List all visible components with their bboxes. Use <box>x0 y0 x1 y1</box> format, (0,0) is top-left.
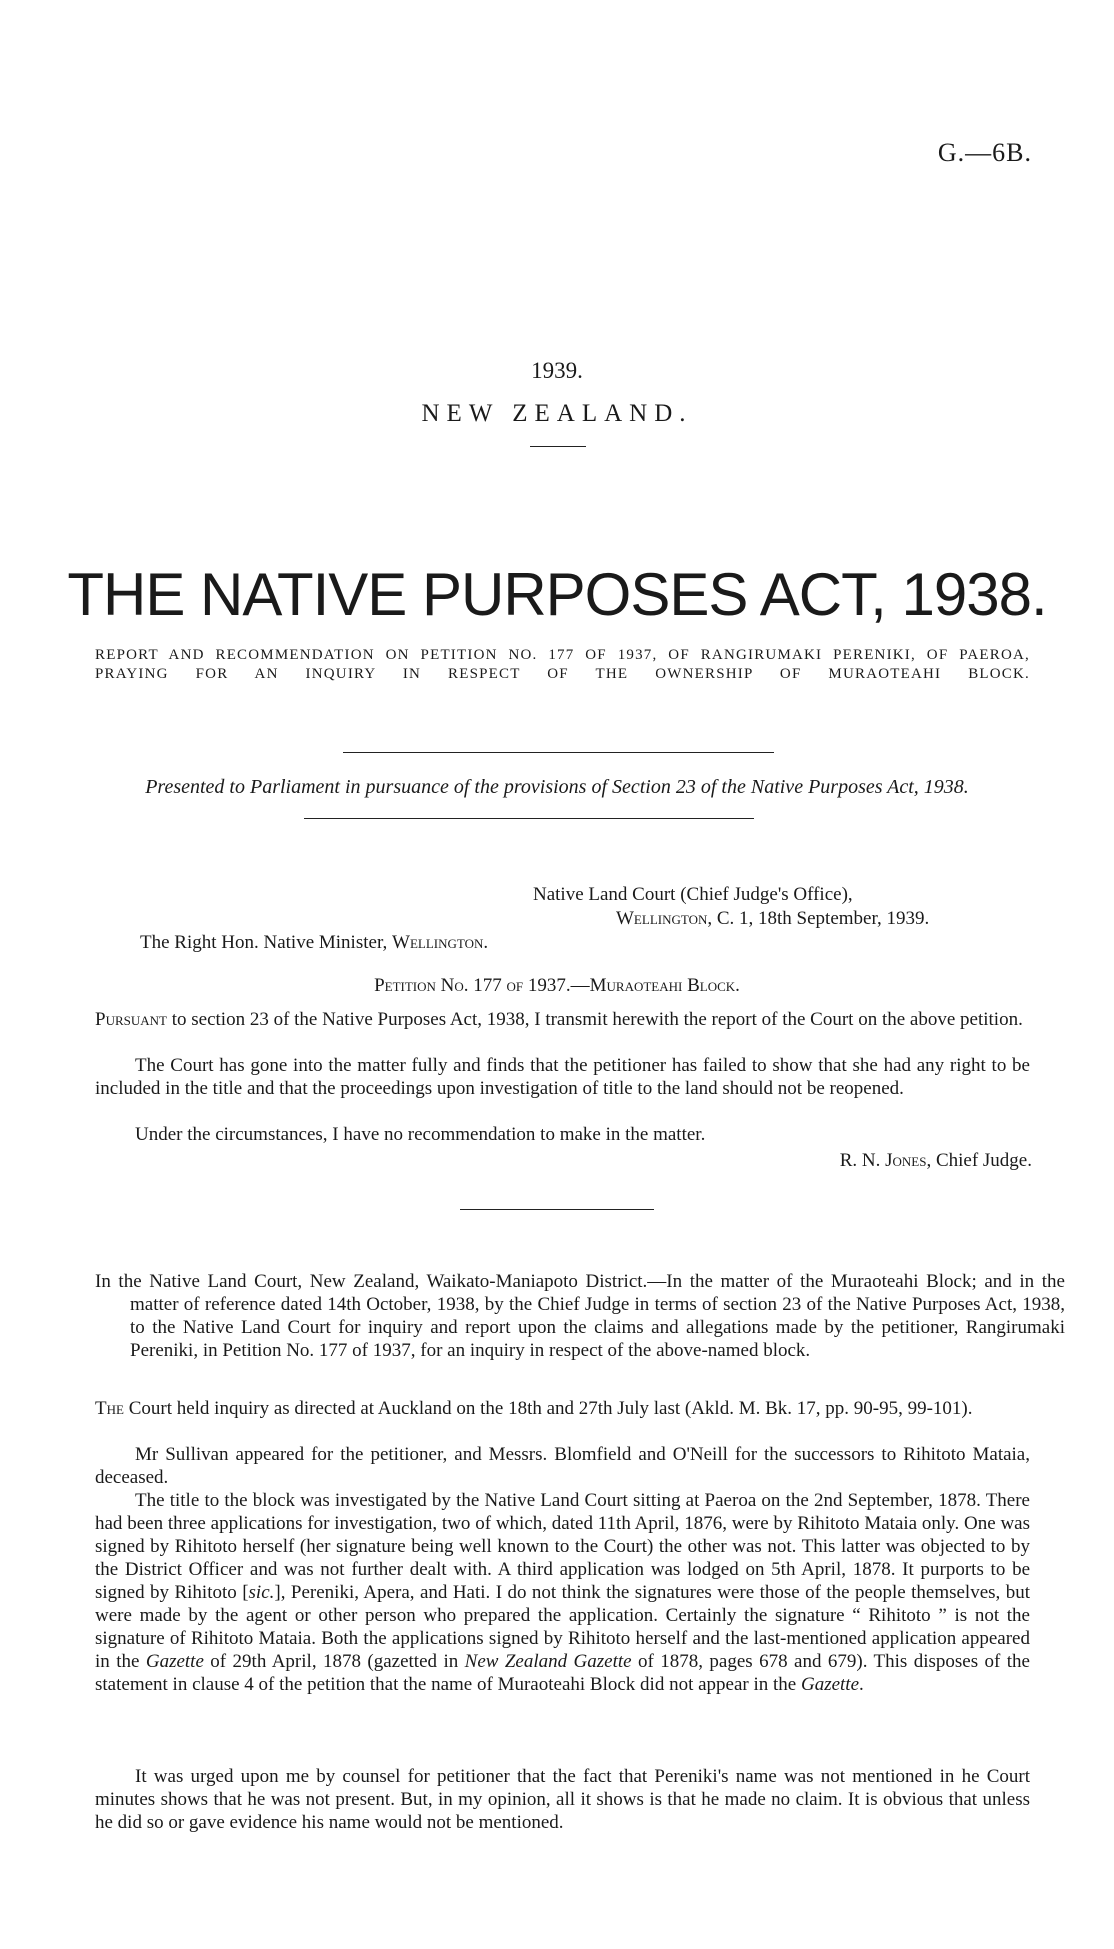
report-p3-gazette-1: Gazette <box>145 1651 204 1672</box>
divider-lower <box>304 818 754 819</box>
report-paragraph-4: It was urged upon me by counsel for petitioner that the fact that Pereniki's name was not mentioned in he Court minutes shows that he was not present. But, in my opinion, all it shows is that he made no claim. It is obvious that unless he did so or gave evidence his name would not be mentioned. <box>95 1766 1030 1833</box>
report-p3-text-a: The title to the block was investigated by the Native Land Court sitting at Paeroa on the 2nd September, 1878. There had been three applications for investigation, two of which, dated 11th April, 1876, were by Rihitoto Mataia only. One was signed by Rihitoto herself (her signature being well known to the Court) the other was not. This latter was objected to by the District Officer and was not further dealt with. A third application was lodged on 5th April, 1878. It purports to be signed by Rihitoto [ <box>95 1490 1030 1603</box>
divider-section <box>460 1209 654 1210</box>
paper-reference: G.—6B. <box>937 138 1032 167</box>
report-paragraph-3 <box>95 1489 1030 1696</box>
petition-heading <box>0 975 1114 997</box>
document-subtitle: REPORT AND RECOMMENDATION ON PETITION NO. 177 OF 1937, OF RANGIRUMAKI PERENIKI, OF PAEROA, PRAYING FOR AN INQUIRY IN RESPECT OF THE OWNERSHIP OF MURAOTEAHI BLOCK. <box>95 647 1030 682</box>
document-title: THE NATIVE PURPOSES ACT, 1938. <box>67 561 1047 628</box>
letter-date: , C. 1, 18th September, 1939. <box>707 908 930 929</box>
report-paragraph-1 <box>95 1397 1030 1420</box>
report-p3-sic: sic. <box>248 1582 275 1603</box>
letter-signature <box>840 1150 1032 1172</box>
divider-short <box>530 446 586 447</box>
petition-block: —Muraoteahi Block. <box>570 975 740 996</box>
letter-paragraph-3: Under the circumstances, I have no recommendation to make in the matter. <box>135 1124 706 1145</box>
report-p3-nz-gazette: New Zealand Gazette <box>464 1651 632 1672</box>
report-p3-gazette-2: Gazette <box>800 1674 860 1695</box>
report-p3-text-d: of 1878, pages 678 and 679). This disposes of the statement in clause 4 of the petition that the name of Muraoteahi Block did not appear in the <box>95 1651 1030 1695</box>
report-p3-text-b: ], Pereniki, Apera, and Hati. I do not think the signatures were those of the people themselves, but were made by the agent or other person who prepared the application. Certainly the signature “ Rihitoto ” is not the signature of Rihitoto Mataia. Both the applications signed by Rihitoto herself and the last-mentioned application appeared in the <box>95 1582 1030 1672</box>
addressee-suffix: . <box>483 932 489 953</box>
letter-place: Wellington <box>616 908 708 929</box>
letter-date-line <box>616 908 929 930</box>
divider-upper <box>343 752 774 753</box>
letter-paragraph-1 <box>95 1008 1030 1031</box>
letter-paragraph-2: The Court has gone into the matter fully and finds that the petitioner has failed to show that she had any right to be included in the title and that the proceedings upon investigation of title to the land should not be reopened. <box>95 1055 1030 1099</box>
report-p3-text-e: . <box>859 1674 864 1695</box>
letter-p1-lead: Pursuant <box>95 1009 167 1030</box>
petition-number: Petition No. 177 of 1937. <box>374 975 571 996</box>
addressee-name: The Right Hon. Native Minister, <box>140 932 393 953</box>
report-p3-text-c: of 29th April, 1878 (gazetted in <box>203 1651 465 1672</box>
presented-line: Presented to Parliament in pursuance of the provisions of Section 23 of the Native Purposes Act, 1938. <box>145 776 969 798</box>
addressee-place: Wellington <box>392 932 484 953</box>
year: 1939. <box>531 358 583 383</box>
letter-addressee <box>140 932 488 954</box>
report-p1-text: Court held inquiry as directed at Auckland on the 18th and 27th July last (Akld. M. Bk. 17, pp. 90-95, 99-101). <box>123 1398 973 1419</box>
letter-sender: Native Land Court (Chief Judge's Office), <box>533 884 853 905</box>
signature-title: , Chief Judge. <box>926 1150 1032 1171</box>
country-heading: NEW ZEALAND. <box>421 400 693 427</box>
report-paragraph-2: Mr Sullivan appeared for the petitioner, and Messrs. Blomfield and O'Neill for the successors to Rihitoto Mataia, deceased. <box>95 1444 1030 1488</box>
letter-p1-text: to section 23 of the Native Purposes Act, 1938, I transmit herewith the report of the Court on the above petition. <box>166 1009 1023 1030</box>
report-intro: In the Native Land Court, New Zealand, Waikato-Maniapoto District.—In the matter of the Muraoteahi Block; and in the matter of reference dated 14th October, 1938, by the Chief Judge in terms of section 23 of the Native Purposes Act, 1938, to the Native Land Court for inquiry and report upon the claims and allegations made by the petitioner, Rangirumaki Pereniki, in Petition No. 177 of 1937, for an inquiry in respect of the above-named block. <box>95 1271 1065 1361</box>
signature-name: R. N. Jones <box>839 1150 927 1171</box>
report-p1-lead: The <box>95 1398 124 1419</box>
